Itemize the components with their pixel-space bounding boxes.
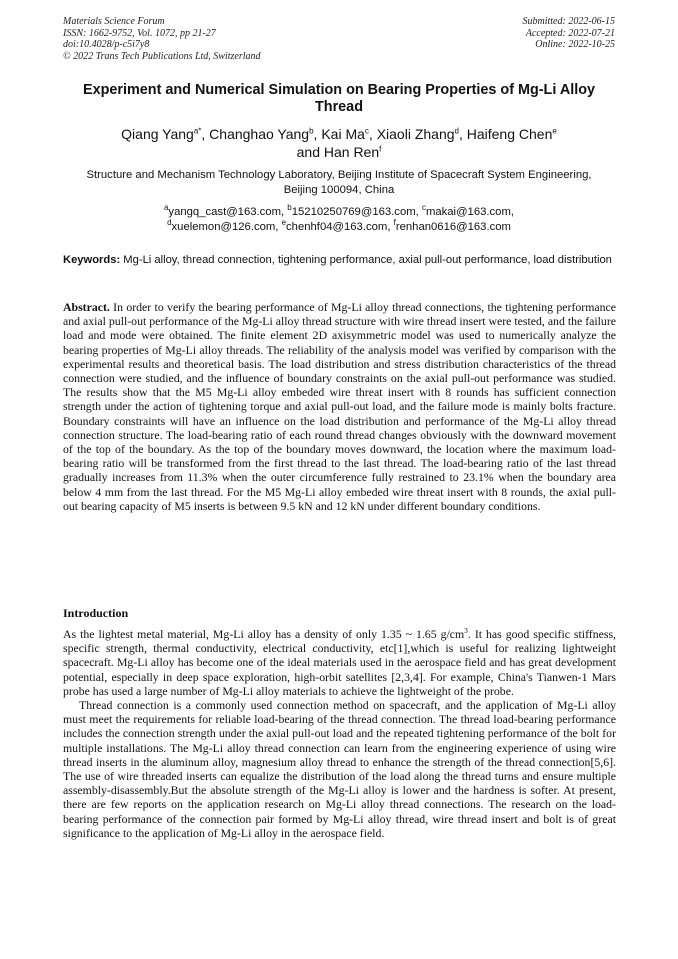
author: Qiang Yang$^{a*}$, — [121, 126, 210, 142]
section-heading-introduction: Introduction — [63, 606, 129, 620]
keywords-label: Keywords: — [63, 254, 121, 266]
paragraph: As the lightest metal material, Mg-Li alloy has a density of only 1.35 ~ 1.65 $g/cm^3$. It has good specific stiffness, specific strength, thermal conductivity, electrical conductivity, etc[1],which is useful for realizing lightweight spacecraft. Mg-Li alloy has become one of the ideal materials used in the aerospace field and has great development potential, especially in deep space exploration, high-orbit satellites [2,3,4]. For example, China's Tianwen-1 Mars probe has used a large number of Mg-Li alloy materials to achieve the lightweight of the probe. — [63, 626, 616, 698]
email[interactable]: $^e$chenhf04@163.com — [281, 217, 388, 233]
abstract — [63, 300, 616, 513]
submission-dates — [523, 16, 616, 51]
copyright-line: © 2022 Trans Tech Publications Ltd, Switzerland — [63, 50, 261, 62]
email[interactable]: $^f$renhan0616@163.com — [393, 217, 511, 233]
author-list — [60, 125, 618, 161]
email[interactable]: $^d$xuelemon@126.com — [167, 217, 276, 233]
abstract-label: Abstract. — [63, 300, 110, 314]
email-list: $^a$yangq_cast@163.com, $^b$15210250769@163.com, $^c$makai@163.com, $^d$xuelemon@126.com, $^e$chenhf04@163.com, $^f$renhan0616@163.com — [163, 203, 515, 233]
author: Kai Ma$^c$, — [321, 126, 377, 142]
journal-info — [63, 16, 261, 62]
paragraph: Thread connection is a commonly used connection method on spacecraft, and the application of Mg-Li alloy must meet the requirements for reliable load-bearing of the thread connection. The thread load-bearing performance includes the connection strength under the axial pull-out load and the repeated tightening performance of the bolt for multiple installations. The Mg-Li alloy thread connection can learn from the engineering experience of using wire thread inserts in the aluminum alloy, magnesium alloy thread to enhance the strength of the thread connection[5,6]. The use of wire threaded inserts can equalize the distribution of the load along the thread turns and ensure multiple assembly-disassembly.But the absolute strength of the Mg-Li alloy is lower and the hardness is softer. At present, there are few reports on the application research on Mg-Li alloy thread connections. The research on the load-bearing performance of the connection pair formed by Mg-Li alloy thread, wire thread insert and bolt is of great significance to the application of Mg-Li alloy in the aerospace field. — [63, 698, 616, 840]
issn-line: ISSN: 1662-9752, Vol. 1072, pp 21-27 — [63, 27, 216, 39]
abstract-text: In order to verify the bearing performance of Mg-Li alloy thread connections, the tightening performance and axial pull-out performance of the Mg-Li alloy thread structure with wire thread insert were tested, and the failure load and mode were obtained. The finite element 2D axisymmetric model was used to numerically analyze the bearing properties of Mg-Li alloy threads. The reliability of the analysis model was verified by comparison with the experimental results and theoretical basis. The load distribution and stress distribution characteristics of the thread connection were studied, and the influence of boundary constraints on the axial pull-out performance was studied. The results show that the M5 Mg-Li alloy embeded wire threat insert with 8 rounds has sufficient connection strength under the action of tightening torque and axial pull-out load, and the failure mode is mainly bolts fracture. Boundary constraints will have an influence on the load distribution and performance of the Mg-Li alloy thread connection structure. The load-bearing ratio of each round thread changes obviously with the downward movement of the top of the boundary. As the top of the boundary moves downward, the location where the maximum load-bearing ratio will be transformed from the first thread to the last thread. The load-bearing ratio of the last thread gradually increases from 11.3% when the outer circumference fully restrained to 23.1% when the boundary area below 4 mm from the last thread. For the M5 Mg-Li alloy embeded wire threat insert with 8 rounds, the axial pull-out bearing capacity of M5 inserts is between 9.5 kN and 12 kN under different boundary conditions. — [63, 300, 616, 513]
keywords-text: Mg-Li alloy, thread connection, tightening performance, axial pull-out performance, load distribution — [120, 254, 612, 266]
email[interactable]: $^b$15210250769@163.com — [287, 203, 416, 218]
author: Haifeng Chen$^e$ — [466, 126, 557, 142]
accepted-date: Accepted: 2022-07-21 — [525, 27, 615, 39]
author: and Han Ren$^f$ — [296, 144, 382, 160]
email[interactable]: $^a$yangq_cast@163.com — [163, 203, 281, 218]
author: Xiaoli Zhang$^d$, — [376, 126, 467, 142]
paper-title: Experiment and Numerical Simulation on Bearing Properties of Mg-Li Alloy Thread — [82, 82, 595, 115]
email[interactable]: $^c$makai@163.com — [421, 203, 511, 218]
doi-line[interactable]: doi:10.4028/p-c5i7y8 — [63, 39, 150, 50]
online-date: Online: 2022-10-25 — [535, 39, 615, 50]
submitted-date: Submitted: 2022-06-15 — [522, 16, 615, 27]
journal-name: Materials Science Forum — [63, 16, 165, 27]
introduction-body — [63, 627, 616, 840]
author: Changhao Yang$^b$, — [209, 126, 322, 142]
affiliation: Structure and Mechanism Technology Laboratory, Beijing Institute of Spacecraft System Engineering, Beijing 100094, China — [86, 169, 592, 196]
keywords — [63, 253, 616, 268]
